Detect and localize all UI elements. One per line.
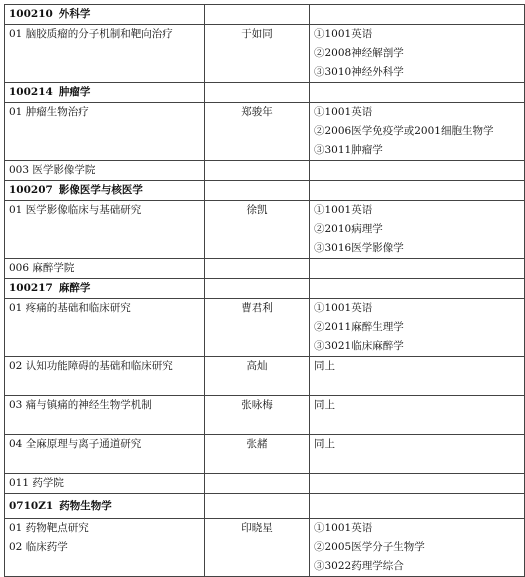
major-cell: [5, 494, 205, 519]
research-direction: 01 医学影像临床与基础研究: [5, 201, 205, 259]
exam-subject: ③3010神经外科学: [314, 66, 404, 78]
exam-subject: ②2011麻醉生理学: [314, 321, 404, 333]
supervisor-name: 郑骏年: [205, 103, 310, 161]
major-header-row: [5, 5, 525, 25]
major-header-row: [5, 83, 525, 103]
exam-subject: ③3021临床麻醉学: [314, 340, 404, 352]
exam-subjects: [310, 519, 525, 577]
exam-subject: ③3022药理学综合: [314, 560, 404, 572]
school-name: 003 医学影像学院: [5, 161, 205, 181]
research-direction: 01 药物靶点研究: [9, 522, 89, 534]
major-header-row: [5, 494, 525, 519]
exam-subjects: [310, 435, 525, 474]
exam-subject: ②2008神经解剖学: [314, 47, 404, 59]
exam-subject: ①1001英语: [314, 28, 373, 40]
direction-row: [5, 396, 525, 435]
school-row: [5, 161, 525, 181]
empty-cell: [310, 474, 525, 494]
exam-subjects: [310, 25, 525, 83]
major-code: 100214: [9, 86, 53, 98]
research-direction: 02 认知功能障碍的基础和临床研究: [5, 357, 205, 396]
empty-cell: [205, 83, 310, 103]
supervisor-name: 于如同: [205, 25, 310, 83]
major-name: 麻醉学: [58, 282, 91, 294]
major-name: 外科学: [58, 8, 91, 20]
research-directions: [5, 519, 205, 577]
empty-cell: [310, 5, 525, 25]
supervisor-name: 高灿: [205, 357, 310, 396]
exam-subjects: [310, 299, 525, 357]
exam-subject: 同上: [314, 438, 335, 450]
exam-subject: ①1001英语: [314, 106, 373, 118]
supervisor-name: 张赭: [205, 435, 310, 474]
major-code: 100210: [9, 8, 53, 20]
exam-subject: ③3016医学影像学: [314, 242, 404, 254]
major-code: 100217: [9, 282, 53, 294]
exam-subjects: [310, 357, 525, 396]
major-cell: [5, 83, 205, 103]
empty-cell: [310, 161, 525, 181]
exam-subject: ①1001英语: [314, 302, 373, 314]
major-header-row: [5, 181, 525, 201]
exam-subject: 同上: [314, 360, 335, 372]
exam-subject: ①1001英语: [314, 204, 373, 216]
empty-cell: [205, 5, 310, 25]
major-code: 0710Z1: [9, 500, 54, 512]
research-direction: 04 全麻原理与离子通道研究: [5, 435, 205, 474]
major-name: 肿瘤学: [58, 86, 91, 98]
empty-cell: [205, 474, 310, 494]
research-direction: 01 肿瘤生物治疗: [5, 103, 205, 161]
empty-cell: [310, 279, 525, 299]
empty-cell: [205, 161, 310, 181]
school-row: [5, 474, 525, 494]
supervisor-name: 曹君利: [205, 299, 310, 357]
exam-subject: ②2010病理学: [314, 223, 383, 235]
direction-row: [5, 435, 525, 474]
research-direction: 03 痛与镇痛的神经生物学机制: [5, 396, 205, 435]
major-cell: [5, 279, 205, 299]
empty-cell: [205, 259, 310, 279]
exam-subject: 同上: [314, 399, 335, 411]
exam-subject: ①1001英语: [314, 522, 373, 534]
empty-cell: [205, 181, 310, 201]
major-header-row: [5, 279, 525, 299]
major-name: 药物生物学: [59, 500, 112, 512]
direction-row: [5, 299, 525, 357]
catalog-table: [4, 4, 525, 577]
empty-cell: [310, 494, 525, 519]
direction-row: [5, 201, 525, 259]
exam-subject: ②2006医学免疫学或2001细胞生物学: [314, 125, 494, 137]
school-name: 006 麻醉学院: [5, 259, 205, 279]
direction-row: [5, 103, 525, 161]
research-direction: 01 脑胶质瘤的分子机制和靶向治疗: [5, 25, 205, 83]
empty-cell: [205, 494, 310, 519]
empty-cell: [310, 259, 525, 279]
supervisor-name: 张咏梅: [205, 396, 310, 435]
supervisor-name: 印晓星: [205, 519, 310, 577]
school-name: 011 药学院: [5, 474, 205, 494]
school-row: [5, 259, 525, 279]
direction-row: [5, 357, 525, 396]
exam-subjects: [310, 103, 525, 161]
enrollment-catalog-document: [4, 4, 524, 577]
research-direction: 02 临床药学: [9, 541, 68, 553]
research-direction: 01 疼痛的基础和临床研究: [5, 299, 205, 357]
empty-cell: [310, 181, 525, 201]
major-cell: [5, 181, 205, 201]
supervisor-name: 徐凯: [205, 201, 310, 259]
exam-subject: ②2005医学分子生物学: [314, 541, 425, 553]
major-cell: [5, 5, 205, 25]
direction-row: [5, 25, 525, 83]
direction-row: [5, 519, 525, 577]
exam-subjects: [310, 396, 525, 435]
empty-cell: [310, 83, 525, 103]
empty-cell: [205, 279, 310, 299]
exam-subjects: [310, 201, 525, 259]
exam-subject: ③3011肿瘤学: [314, 144, 383, 156]
major-code: 100207: [9, 184, 53, 196]
major-name: 影像医学与核医学: [58, 184, 143, 196]
